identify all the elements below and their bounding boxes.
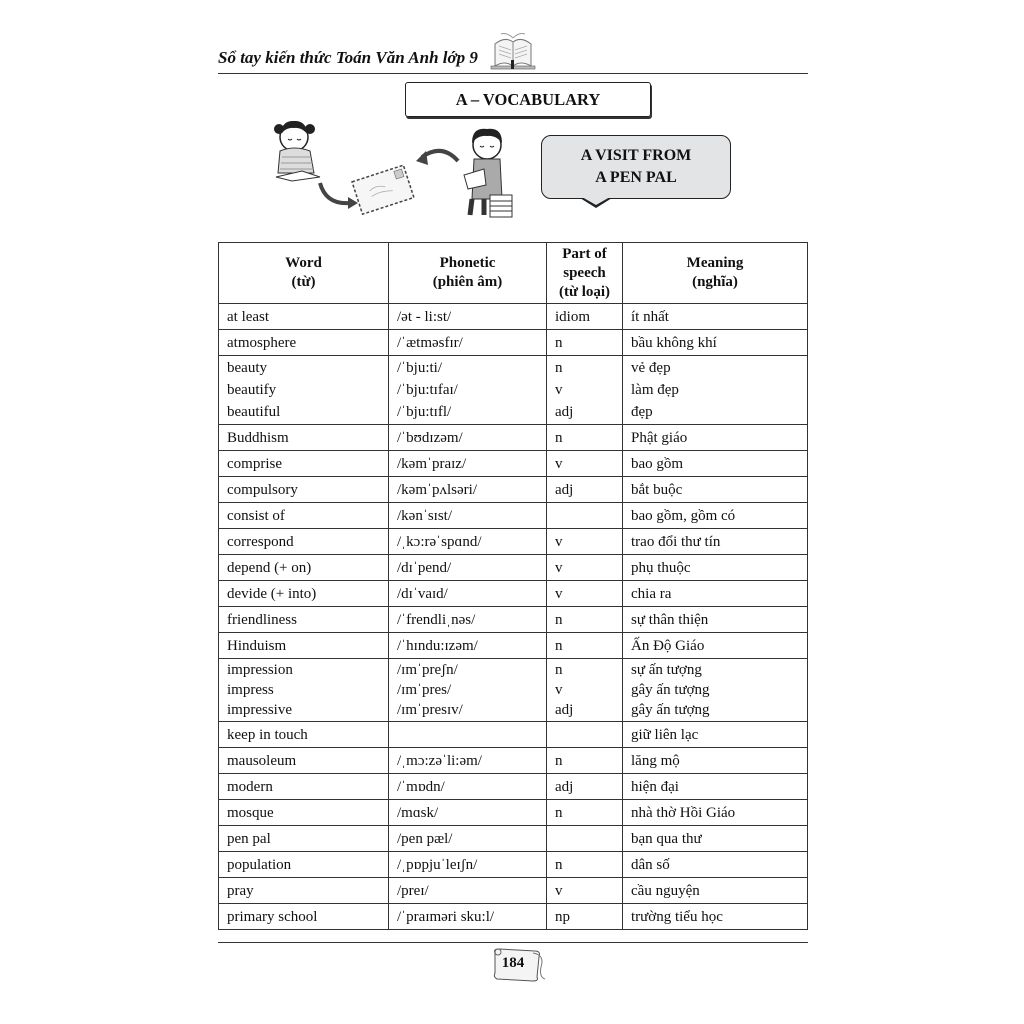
header-label: Meaning — [686, 255, 744, 271]
part-of-speech-text: adj — [555, 404, 574, 420]
phonetic-text: /ˈpraɪməri sku:l/ — [397, 908, 495, 925]
meaning-text: hiện đại — [631, 778, 679, 795]
unit-title-line-2: A PEN PAL — [595, 169, 677, 186]
table-row — [219, 356, 808, 425]
part-of-speech-text: n — [555, 856, 563, 873]
table-row — [219, 529, 808, 555]
meaning-text: dân số — [631, 856, 670, 873]
word-text: beauty — [227, 360, 267, 376]
table-row — [219, 748, 808, 774]
phonetic-cell — [389, 904, 547, 930]
phonetic-text: /ˈbʊdɪzəm/ — [397, 429, 463, 446]
part-of-speech-cell — [547, 852, 623, 878]
table-row — [219, 503, 808, 529]
vocabulary-table — [218, 242, 808, 930]
part-of-speech-text: v — [555, 533, 563, 550]
meaning-text: bắt buộc — [631, 481, 683, 498]
phonetic-text: /ˌpɒpjuˈleɪʃn/ — [397, 856, 478, 873]
word-cell — [219, 555, 389, 581]
phonetic-text: /kəmˈpʌlsəri/ — [397, 481, 477, 498]
phonetic-text: /kəmˈpraɪz/ — [397, 455, 467, 472]
part-of-speech-cell — [547, 722, 623, 748]
word-text: compulsory — [227, 481, 298, 498]
table-row — [219, 800, 808, 826]
phonetic-cell — [389, 503, 547, 529]
meaning-text: chia ra — [631, 585, 672, 602]
word-cell — [219, 607, 389, 633]
word-cell — [219, 878, 389, 904]
part-of-speech-text: n — [555, 637, 563, 654]
meaning-text: lăng mộ — [631, 752, 680, 769]
meaning-cell — [623, 826, 808, 852]
table-row — [219, 852, 808, 878]
phonetic-text: /ət - li:st/ — [397, 308, 452, 325]
meaning-cell — [623, 774, 808, 800]
column-header-phonetic — [389, 243, 547, 304]
part-of-speech-cell — [547, 633, 623, 659]
phonetic-text: /ˈbju:ti/ — [397, 360, 442, 376]
part-of-speech-text: adj — [555, 778, 574, 795]
word-text: mosque — [227, 804, 274, 821]
book-title: Sổ tay kiến thức Toán Văn Anh lớp 9 — [218, 48, 478, 67]
header-sublabel: (từ loại) — [558, 283, 611, 300]
table-row — [219, 826, 808, 852]
part-of-speech-text: adj — [555, 481, 574, 498]
phonetic-cell — [389, 356, 547, 425]
table-row — [219, 555, 808, 581]
meaning-cell — [623, 852, 808, 878]
meaning-cell — [623, 503, 808, 529]
word-text: pray — [227, 882, 254, 899]
phonetic-text: /ˈbju:tɪfaɪ/ — [397, 382, 458, 398]
phonetic-cell — [389, 633, 547, 659]
column-header-part-of-speech — [547, 243, 623, 304]
word-cell — [219, 304, 389, 330]
meaning-text: gây ấn tượng — [631, 682, 710, 698]
part-of-speech-text: v — [555, 585, 563, 602]
word-text: comprise — [227, 455, 282, 472]
word-cell — [219, 425, 389, 451]
word-cell — [219, 451, 389, 477]
word-cell — [219, 477, 389, 503]
phonetic-cell — [389, 304, 547, 330]
part-of-speech-text: v — [555, 682, 563, 698]
table-row — [219, 581, 808, 607]
column-header-word — [219, 243, 389, 304]
meaning-text: gây ấn tượng — [631, 702, 710, 718]
meaning-text: trao đổi thư tín — [631, 533, 721, 550]
word-text: consist of — [227, 507, 285, 524]
meaning-cell — [623, 607, 808, 633]
table-row — [219, 722, 808, 748]
word-cell — [219, 722, 389, 748]
phonetic-text: /kənˈsɪst/ — [397, 507, 452, 524]
table-row — [219, 774, 808, 800]
phonetic-text: /ˈhɪndu:ɪzəm/ — [397, 637, 478, 654]
part-of-speech-text: n — [555, 360, 563, 376]
phonetic-cell — [389, 555, 547, 581]
table-row — [219, 633, 808, 659]
phonetic-text: /ɪmˈpreʃn/ — [397, 662, 458, 678]
phonetic-text: /ˌkɔ:rəˈspɑnd/ — [397, 533, 482, 550]
word-cell — [219, 330, 389, 356]
word-text: beautify — [227, 382, 277, 398]
part-of-speech-cell — [547, 304, 623, 330]
pen-pal-illustration — [272, 115, 522, 225]
word-cell — [219, 503, 389, 529]
meaning-text: sự ấn tượng — [631, 662, 702, 678]
table-row — [219, 607, 808, 633]
table-header-row — [219, 243, 808, 304]
part-of-speech-text: v — [555, 455, 563, 472]
meaning-text: Ấn Độ Giáo — [631, 637, 705, 654]
word-text: impression — [227, 662, 293, 678]
boy-reading-icon — [464, 129, 512, 217]
phonetic-cell — [389, 581, 547, 607]
table-row — [219, 878, 808, 904]
page-number: 184 — [501, 955, 525, 971]
part-of-speech-text: v — [555, 382, 563, 398]
header-label: speech — [563, 264, 606, 281]
meaning-cell — [623, 451, 808, 477]
header-sublabel: (nghĩa) — [692, 274, 738, 290]
footer-divider — [218, 942, 808, 943]
table-row — [219, 304, 808, 330]
phonetic-cell — [389, 852, 547, 878]
phonetic-cell — [389, 330, 547, 356]
part-of-speech-text: n — [555, 804, 563, 821]
part-of-speech-cell — [547, 904, 623, 930]
part-of-speech-text: idiom — [555, 308, 591, 325]
word-text: beautiful — [227, 404, 281, 420]
phonetic-cell — [389, 722, 547, 748]
meaning-text: cầu nguyện — [631, 882, 700, 899]
meaning-text: đẹp — [631, 404, 653, 420]
phonetic-cell — [389, 774, 547, 800]
word-cell — [219, 852, 389, 878]
part-of-speech-cell — [547, 800, 623, 826]
word-text: modern — [227, 778, 273, 795]
meaning-text: ít nhất — [631, 308, 669, 325]
part-of-speech-cell — [547, 748, 623, 774]
word-cell — [219, 800, 389, 826]
word-text: at least — [227, 308, 270, 325]
meaning-cell — [623, 555, 808, 581]
part-of-speech-text: n — [555, 334, 563, 351]
phonetic-cell — [389, 529, 547, 555]
word-text: Buddhism — [227, 429, 289, 446]
phonetic-cell — [389, 607, 547, 633]
meaning-text: bạn qua thư — [631, 830, 702, 847]
meaning-cell — [623, 800, 808, 826]
meaning-cell — [623, 659, 808, 722]
header-sublabel: (từ) — [291, 274, 316, 290]
part-of-speech-cell — [547, 451, 623, 477]
meaning-text: phụ thuộc — [631, 559, 691, 576]
meaning-cell — [623, 722, 808, 748]
word-text: pen pal — [227, 830, 271, 847]
meaning-cell — [623, 529, 808, 555]
part-of-speech-cell — [547, 774, 623, 800]
part-of-speech-text: np — [555, 908, 570, 925]
part-of-speech-cell — [547, 503, 623, 529]
header-label: Phonetic — [439, 255, 496, 271]
word-text: correspond — [227, 533, 294, 550]
part-of-speech-text: n — [555, 752, 563, 769]
word-text: friendliness — [227, 611, 297, 628]
phonetic-text: /dɪˈpend/ — [397, 559, 452, 576]
section-title: A – VOCABULARY — [405, 82, 651, 117]
meaning-text: vẻ đẹp — [631, 360, 671, 376]
meaning-text: bầu không khí — [631, 334, 717, 351]
phonetic-cell — [389, 748, 547, 774]
word-text: devide (+ into) — [227, 585, 317, 602]
phonetic-text: /dɪˈvaɪd/ — [397, 585, 448, 602]
word-cell — [219, 633, 389, 659]
meaning-cell — [623, 330, 808, 356]
phonetic-text: /ɪmˈpres/ — [397, 682, 452, 698]
part-of-speech-text: v — [555, 882, 563, 899]
word-cell — [219, 904, 389, 930]
word-cell — [219, 826, 389, 852]
part-of-speech-cell — [547, 555, 623, 581]
part-of-speech-text: n — [555, 662, 563, 678]
phonetic-text: /ɪmˈpresɪv/ — [397, 702, 463, 718]
meaning-cell — [623, 581, 808, 607]
word-text: keep in touch — [227, 726, 308, 743]
word-text: primary school — [227, 908, 318, 925]
column-header-meaning — [623, 243, 808, 304]
table-row — [219, 904, 808, 930]
meaning-text: sự thân thiện — [631, 611, 709, 628]
header-label: Part of — [562, 245, 607, 262]
phonetic-text: /pen pæl/ — [397, 830, 453, 847]
phonetic-cell — [389, 425, 547, 451]
unit-title-bubble — [541, 135, 731, 199]
part-of-speech-cell — [547, 826, 623, 852]
table-row — [219, 451, 808, 477]
meaning-text: trường tiểu học — [631, 908, 723, 925]
part-of-speech-cell — [547, 529, 623, 555]
table-row — [219, 425, 808, 451]
meaning-cell — [623, 904, 808, 930]
header-label: Word — [285, 255, 322, 271]
table-row — [219, 477, 808, 503]
meaning-cell — [623, 878, 808, 904]
phonetic-cell — [389, 477, 547, 503]
word-text: population — [227, 856, 292, 873]
phonetic-text: /preɪ/ — [397, 882, 429, 899]
meaning-cell — [623, 748, 808, 774]
phonetic-text: /mɑsk/ — [397, 804, 439, 821]
word-text: atmosphere — [227, 334, 297, 351]
part-of-speech-text: v — [555, 559, 563, 576]
meaning-cell — [623, 356, 808, 425]
word-cell — [219, 529, 389, 555]
vocabulary-table-body — [219, 304, 808, 930]
bubble-tail-fill — [582, 197, 610, 205]
meaning-text: bao gồm, gồm có — [631, 507, 736, 524]
meaning-text: làm đẹp — [631, 382, 679, 398]
word-cell — [219, 356, 389, 425]
word-cell — [219, 659, 389, 722]
word-text: impress — [227, 682, 274, 698]
envelope-icon — [352, 165, 414, 214]
part-of-speech-text: n — [555, 611, 563, 628]
meaning-text: giữ liên lạc — [631, 726, 699, 743]
phonetic-text: /ˈætməsfɪr/ — [397, 334, 463, 351]
word-text: mausoleum — [227, 752, 297, 769]
word-text: depend (+ on) — [227, 559, 312, 576]
part-of-speech-cell — [547, 477, 623, 503]
part-of-speech-cell — [547, 356, 623, 425]
meaning-cell — [623, 304, 808, 330]
phonetic-text: /ˈmɒdn/ — [397, 778, 445, 795]
phonetic-cell — [389, 451, 547, 477]
header-divider — [218, 73, 808, 74]
part-of-speech-text: n — [555, 429, 563, 446]
phonetic-text: /ˈbju:tɪfl/ — [397, 404, 452, 420]
phonetic-cell — [389, 826, 547, 852]
word-text: impressive — [227, 702, 292, 718]
part-of-speech-text: adj — [555, 702, 574, 718]
phonetic-cell — [389, 659, 547, 722]
part-of-speech-cell — [547, 581, 623, 607]
meaning-cell — [623, 425, 808, 451]
phonetic-text: /ˌmɔ:zəˈli:əm/ — [397, 752, 482, 769]
table-row — [219, 330, 808, 356]
meaning-text: Phật giáo — [631, 429, 688, 446]
part-of-speech-cell — [547, 330, 623, 356]
meaning-cell — [623, 477, 808, 503]
open-book-icon — [487, 30, 539, 72]
word-cell — [219, 748, 389, 774]
word-text: Hinduism — [227, 637, 287, 654]
table-row — [219, 659, 808, 722]
meaning-cell — [623, 633, 808, 659]
part-of-speech-cell — [547, 425, 623, 451]
part-of-speech-cell — [547, 659, 623, 722]
word-cell — [219, 774, 389, 800]
girl-writing-icon — [274, 121, 320, 181]
word-cell — [219, 581, 389, 607]
phonetic-text: /ˈfrendliˌnəs/ — [397, 611, 476, 628]
part-of-speech-cell — [547, 607, 623, 633]
phonetic-cell — [389, 878, 547, 904]
meaning-text: nhà thờ Hồi Giáo — [631, 804, 736, 821]
phonetic-cell — [389, 800, 547, 826]
unit-title-line-1: A VISIT FROM — [580, 147, 692, 164]
header-sublabel: (phiên âm) — [432, 274, 503, 290]
part-of-speech-cell — [547, 878, 623, 904]
meaning-text: bao gồm — [631, 455, 684, 472]
